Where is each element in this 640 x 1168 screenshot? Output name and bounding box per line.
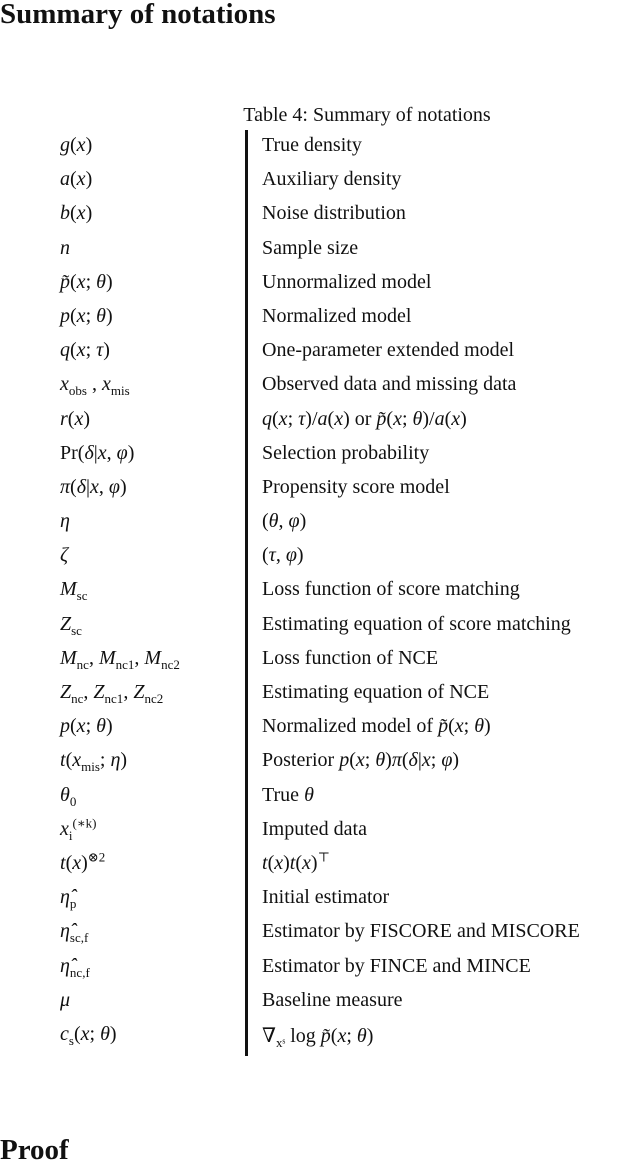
math-segment: , bbox=[123, 681, 134, 703]
math-segment: p̃ bbox=[376, 407, 387, 430]
math-segment: ) bbox=[105, 270, 113, 293]
math-segment: p bbox=[339, 749, 350, 772]
notation-description bbox=[262, 476, 450, 499]
table-row bbox=[0, 1023, 640, 1057]
math-segment: ) bbox=[83, 407, 91, 430]
math-segment: nc1 bbox=[115, 656, 135, 672]
math-segment: η̂ bbox=[60, 954, 70, 977]
math-segment: p bbox=[60, 715, 70, 738]
notation-symbol bbox=[60, 886, 77, 912]
math-segment: ( bbox=[70, 168, 77, 191]
math-segment: , bbox=[98, 475, 109, 498]
table-row bbox=[0, 749, 640, 783]
math-segment: p bbox=[60, 304, 70, 327]
math-segment: nc bbox=[71, 691, 84, 706]
math-segment: ) bbox=[85, 168, 93, 191]
math-segment: sc bbox=[76, 588, 88, 604]
math-segment: ; bbox=[85, 270, 97, 293]
math-segment: )/ bbox=[422, 407, 435, 430]
table-row bbox=[0, 476, 640, 510]
math-segment: μ bbox=[60, 988, 71, 1011]
notation-symbol bbox=[60, 647, 180, 670]
notation-description bbox=[262, 955, 531, 978]
math-segment: x bbox=[101, 373, 111, 396]
math-segment: ) bbox=[103, 339, 110, 362]
math-segment: x bbox=[454, 715, 464, 738]
math-segment: Sample size bbox=[262, 236, 359, 259]
math-segment: φ bbox=[116, 441, 128, 464]
math-segment: ( bbox=[444, 407, 452, 430]
math-segment: ( bbox=[448, 715, 455, 738]
math-segment: x bbox=[302, 851, 311, 874]
math-segment: t bbox=[289, 851, 296, 874]
math-segment: Estimator by FISCORE and MISCORE bbox=[262, 920, 580, 943]
notation-description bbox=[262, 134, 362, 157]
notation-symbol bbox=[60, 271, 113, 294]
notation-symbol bbox=[60, 955, 90, 978]
math-segment: Loss function of score matching bbox=[262, 578, 520, 601]
table-row bbox=[0, 647, 640, 681]
math-segment: x bbox=[334, 407, 344, 430]
notation-description bbox=[262, 510, 306, 533]
table-row bbox=[0, 408, 640, 442]
math-segment: ; bbox=[463, 715, 475, 738]
table-row bbox=[0, 442, 640, 476]
math-segment: ; bbox=[85, 339, 97, 362]
notation-description bbox=[262, 305, 411, 328]
math-segment: )/ bbox=[305, 407, 318, 430]
math-segment: Z bbox=[60, 612, 72, 635]
math-segment: , bbox=[88, 646, 99, 669]
math-segment: , bbox=[86, 373, 102, 396]
table-row bbox=[0, 715, 640, 749]
math-segment: t bbox=[60, 749, 66, 772]
math-segment: Z bbox=[60, 681, 72, 703]
math-segment: obs bbox=[68, 383, 87, 399]
math-segment: x bbox=[60, 817, 69, 840]
math-segment: θ bbox=[96, 270, 106, 293]
math-segment: θ bbox=[412, 407, 423, 430]
math-segment: Z bbox=[133, 681, 145, 703]
math-segment: ζ bbox=[60, 544, 69, 567]
math-segment: , bbox=[106, 441, 117, 464]
math-segment: q bbox=[60, 339, 70, 362]
math-segment: , bbox=[134, 646, 145, 669]
notation-symbol bbox=[60, 749, 128, 775]
table-row bbox=[0, 955, 640, 989]
math-segment: nc,f bbox=[69, 964, 90, 980]
math-segment: ; bbox=[287, 407, 299, 430]
math-segment: , bbox=[278, 510, 289, 533]
math-segment: x bbox=[421, 749, 431, 772]
math-segment: True density bbox=[262, 134, 362, 156]
notation-symbol bbox=[60, 989, 70, 1012]
math-segment: x bbox=[278, 407, 288, 430]
notation-symbol bbox=[60, 134, 92, 157]
math-segment: τ bbox=[268, 544, 276, 567]
math-segment: π bbox=[391, 749, 402, 772]
math-segment: x bbox=[74, 407, 84, 430]
notation-symbol bbox=[60, 339, 110, 362]
math-segment: ( bbox=[65, 851, 73, 874]
math-segment: x bbox=[76, 270, 86, 293]
math-segment: One-parameter extended model bbox=[262, 339, 515, 362]
math-segment: x bbox=[72, 749, 82, 772]
math-segment: ; bbox=[99, 749, 111, 772]
notation-symbol bbox=[60, 305, 113, 328]
math-segment: | bbox=[93, 441, 98, 464]
math-segment: r bbox=[60, 407, 68, 430]
math-segment: x bbox=[393, 407, 402, 430]
math-segment: ) bbox=[283, 851, 290, 874]
math-segment: ) bbox=[81, 851, 88, 874]
notation-description bbox=[262, 442, 429, 465]
math-segment: Normalized model of bbox=[262, 715, 439, 738]
math-segment: ) bbox=[452, 749, 460, 772]
math-segment: nc1 bbox=[104, 691, 124, 706]
math-segment: | bbox=[86, 475, 91, 498]
math-segment: xˢ bbox=[275, 1034, 286, 1050]
math-segment: ⊤ bbox=[317, 849, 330, 865]
math-segment: Imputed data bbox=[262, 817, 367, 840]
math-segment: ( bbox=[262, 544, 269, 567]
math-segment: n bbox=[60, 236, 70, 259]
math-segment: Unnormalized model bbox=[262, 270, 432, 293]
math-segment: ( bbox=[67, 407, 75, 430]
math-segment: q bbox=[262, 407, 272, 430]
notation-description bbox=[262, 681, 489, 704]
math-segment: x bbox=[355, 749, 365, 772]
math-segment: ( bbox=[327, 407, 335, 430]
math-segment: p̃ bbox=[320, 1024, 331, 1047]
notation-description bbox=[262, 578, 520, 601]
table-row bbox=[0, 271, 640, 305]
math-segment: t bbox=[262, 851, 268, 874]
math-segment: δ bbox=[408, 749, 418, 772]
math-segment: M bbox=[144, 646, 162, 669]
math-segment: ( bbox=[295, 851, 303, 874]
math-segment: p bbox=[69, 896, 77, 912]
math-segment: ( bbox=[330, 1024, 338, 1047]
math-segment: x bbox=[76, 339, 86, 362]
math-segment: ) bbox=[105, 304, 113, 327]
math-segment: φ bbox=[288, 510, 300, 533]
math-segment: Posterior bbox=[262, 749, 340, 772]
notation-symbol bbox=[60, 168, 92, 191]
math-segment: θ bbox=[96, 304, 106, 327]
math-segment: ( bbox=[70, 339, 77, 362]
math-segment: η bbox=[110, 749, 121, 772]
math-segment: , bbox=[275, 544, 286, 567]
math-segment: x bbox=[76, 715, 86, 738]
math-segment: Auxiliary density bbox=[262, 168, 402, 191]
math-segment: t bbox=[60, 851, 66, 874]
notation-symbol bbox=[60, 920, 89, 946]
math-segment: g bbox=[60, 134, 70, 156]
math-segment: nc bbox=[76, 656, 89, 672]
notation-description bbox=[262, 237, 358, 260]
math-segment: θ bbox=[268, 510, 279, 533]
table-row bbox=[0, 920, 640, 954]
table-row bbox=[0, 510, 640, 544]
notation-symbol bbox=[60, 578, 88, 604]
math-segment: ; bbox=[89, 1022, 101, 1045]
math-segment: ( bbox=[262, 510, 269, 533]
math-segment: x bbox=[76, 168, 86, 191]
notation-symbol bbox=[60, 408, 90, 431]
math-segment: ; bbox=[85, 304, 97, 327]
math-segment: η̂ bbox=[60, 920, 70, 943]
table-row bbox=[0, 202, 640, 236]
notation-symbol bbox=[60, 849, 106, 875]
math-segment: π bbox=[60, 475, 71, 498]
notation-description bbox=[262, 749, 459, 772]
notation-description bbox=[262, 818, 367, 841]
math-segment: Selection probability bbox=[262, 441, 430, 464]
table-row bbox=[0, 305, 640, 339]
table-row bbox=[0, 578, 640, 612]
math-segment: ; bbox=[346, 1024, 357, 1047]
notation-description bbox=[262, 271, 431, 294]
table-row bbox=[0, 815, 640, 852]
math-segment: ) bbox=[127, 441, 135, 464]
notation-description bbox=[262, 339, 514, 362]
math-segment: η bbox=[60, 510, 70, 533]
math-segment: M bbox=[60, 578, 77, 601]
notation-description bbox=[262, 989, 403, 1012]
math-segment: , bbox=[83, 681, 94, 703]
math-segment: x bbox=[76, 202, 86, 225]
table-row bbox=[0, 886, 640, 920]
table-caption: Table 4: Summary of notations bbox=[243, 104, 491, 126]
math-segment: Noise distribution bbox=[262, 202, 406, 225]
math-segment: s bbox=[68, 1032, 74, 1048]
math-segment: τ bbox=[298, 407, 306, 430]
math-segment: x bbox=[72, 851, 82, 874]
math-segment: φ bbox=[285, 544, 297, 567]
math-segment: Normalized model bbox=[262, 304, 412, 327]
section-heading: Summary of notations bbox=[0, 0, 276, 30]
math-segment: sc bbox=[71, 622, 82, 638]
math-segment: θ bbox=[304, 783, 314, 806]
table-row bbox=[0, 134, 640, 168]
table-row bbox=[0, 613, 640, 647]
notation-description bbox=[262, 920, 580, 943]
math-segment: θ bbox=[474, 715, 485, 738]
math-segment: φ bbox=[441, 749, 453, 772]
notation-description bbox=[262, 647, 438, 670]
math-segment: ) bbox=[366, 1024, 374, 1047]
notation-description bbox=[262, 886, 389, 909]
notation-description bbox=[262, 849, 330, 875]
notation-table bbox=[0, 134, 640, 1057]
math-segment: x bbox=[60, 373, 69, 396]
table-row bbox=[0, 544, 640, 578]
math-segment: ) bbox=[85, 202, 93, 225]
math-segment: x bbox=[97, 441, 107, 464]
math-segment: a bbox=[60, 168, 70, 191]
notation-description bbox=[262, 1023, 373, 1048]
math-segment: mis bbox=[110, 383, 130, 399]
notation-symbol bbox=[60, 442, 134, 465]
math-segment: δ bbox=[84, 441, 94, 464]
math-segment: ) bbox=[296, 544, 304, 567]
table-row bbox=[0, 339, 640, 373]
math-segment: ; bbox=[430, 749, 442, 772]
math-segment: p̃ bbox=[60, 270, 70, 293]
math-segment: x bbox=[80, 1022, 90, 1045]
table-row bbox=[0, 989, 640, 1023]
math-segment: θ bbox=[100, 1022, 110, 1045]
math-segment: mis bbox=[81, 759, 100, 775]
math-segment: M bbox=[60, 646, 77, 669]
math-segment: x bbox=[274, 851, 284, 874]
notation-symbol bbox=[60, 476, 127, 499]
math-segment: ( bbox=[267, 851, 275, 874]
math-segment: Pr( bbox=[60, 441, 85, 464]
math-segment: φ bbox=[108, 475, 120, 498]
notation-symbol bbox=[60, 373, 130, 399]
notation-description bbox=[262, 408, 467, 431]
notation-symbol bbox=[60, 237, 70, 260]
table-row bbox=[0, 168, 640, 202]
math-segment: x bbox=[76, 304, 86, 327]
math-segment: x bbox=[451, 407, 461, 430]
next-section-heading: Proof bbox=[0, 1134, 69, 1166]
table-row bbox=[0, 681, 640, 715]
math-segment: ) or bbox=[343, 407, 377, 430]
notation-symbol bbox=[60, 715, 113, 738]
math-segment: ( bbox=[70, 134, 77, 156]
notation-description bbox=[262, 202, 406, 225]
math-segment: x bbox=[76, 134, 86, 156]
math-segment: 0 bbox=[69, 793, 77, 809]
math-segment: ( bbox=[272, 407, 279, 430]
math-segment: ; bbox=[401, 407, 413, 430]
table-row bbox=[0, 373, 640, 407]
math-segment: | bbox=[417, 749, 422, 772]
math-segment: ∇ bbox=[262, 1024, 276, 1047]
table-row bbox=[0, 237, 640, 271]
math-segment: ) bbox=[484, 715, 491, 738]
table-row bbox=[0, 784, 640, 818]
math-segment: ( bbox=[70, 475, 77, 498]
math-segment: ) bbox=[299, 510, 307, 533]
math-segment: δ bbox=[76, 475, 86, 498]
notation-description bbox=[262, 784, 314, 807]
math-segment: ) bbox=[460, 407, 467, 430]
math-segment: ) bbox=[109, 1022, 117, 1045]
math-segment: Baseline measure bbox=[262, 988, 403, 1011]
math-segment: log bbox=[285, 1024, 321, 1047]
math-segment: Estimating equation of score matching bbox=[262, 612, 571, 635]
math-segment: θ bbox=[60, 783, 70, 806]
notation-symbol bbox=[60, 202, 92, 225]
notation-symbol bbox=[60, 1023, 117, 1046]
math-segment: Initial estimator bbox=[262, 886, 390, 909]
math-segment: θ bbox=[96, 715, 106, 738]
math-segment: ( bbox=[70, 304, 77, 327]
notation-symbol bbox=[60, 784, 76, 807]
math-segment: a bbox=[434, 407, 445, 430]
math-segment: Loss function of NCE bbox=[262, 646, 439, 669]
notation-symbol bbox=[60, 510, 70, 533]
notation-description bbox=[262, 544, 304, 567]
math-segment: p̃ bbox=[438, 715, 449, 738]
math-segment: ( bbox=[73, 1022, 81, 1045]
notation-symbol bbox=[60, 815, 97, 843]
math-segment: ( bbox=[70, 715, 77, 738]
math-segment: ) bbox=[120, 749, 128, 772]
math-segment: ⊗2 bbox=[87, 849, 106, 865]
math-segment: i bbox=[68, 827, 73, 843]
notation-description bbox=[262, 715, 491, 738]
math-segment: a bbox=[317, 407, 328, 430]
math-segment: Propensity score model bbox=[262, 475, 450, 498]
math-segment: ) bbox=[105, 715, 113, 738]
math-segment: θ bbox=[375, 749, 386, 772]
notation-description bbox=[262, 168, 401, 191]
math-segment: ; bbox=[364, 749, 376, 772]
math-segment: Estimating equation of NCE bbox=[262, 681, 490, 703]
notation-description bbox=[262, 613, 571, 636]
math-segment: ( bbox=[65, 749, 73, 772]
math-segment: c bbox=[60, 1022, 69, 1045]
math-segment: sc,f bbox=[69, 930, 89, 946]
notation-description bbox=[262, 373, 516, 396]
math-segment: Estimator by FINCE and MINCE bbox=[262, 954, 531, 977]
math-segment: θ bbox=[356, 1024, 367, 1047]
table-row bbox=[0, 849, 640, 886]
notation-symbol bbox=[60, 613, 82, 636]
math-segment: Observed data and missing data bbox=[262, 373, 517, 396]
notation-symbol bbox=[60, 544, 68, 567]
math-segment: (∗k) bbox=[72, 815, 97, 831]
math-segment: ) bbox=[310, 851, 318, 874]
math-segment: ( bbox=[386, 407, 394, 430]
math-segment: ( bbox=[70, 202, 77, 225]
math-segment: nc2 bbox=[161, 656, 180, 672]
math-segment: ) bbox=[119, 475, 127, 498]
math-segment: ( bbox=[401, 749, 409, 772]
math-segment: η̂ bbox=[60, 886, 70, 909]
math-segment: M bbox=[98, 646, 116, 669]
notation-symbol bbox=[60, 681, 163, 704]
math-segment: x bbox=[337, 1024, 347, 1047]
math-segment: ( bbox=[70, 270, 77, 293]
math-segment: ( bbox=[349, 749, 356, 772]
math-segment: x bbox=[90, 475, 99, 498]
math-segment: τ bbox=[96, 339, 104, 362]
math-segment: b bbox=[60, 202, 70, 225]
math-segment: True bbox=[262, 783, 305, 806]
math-segment: Z bbox=[93, 681, 105, 703]
math-segment: ) bbox=[85, 134, 93, 156]
math-segment: ; bbox=[85, 715, 97, 738]
math-segment: ) bbox=[385, 749, 392, 772]
math-segment: nc2 bbox=[144, 691, 164, 706]
